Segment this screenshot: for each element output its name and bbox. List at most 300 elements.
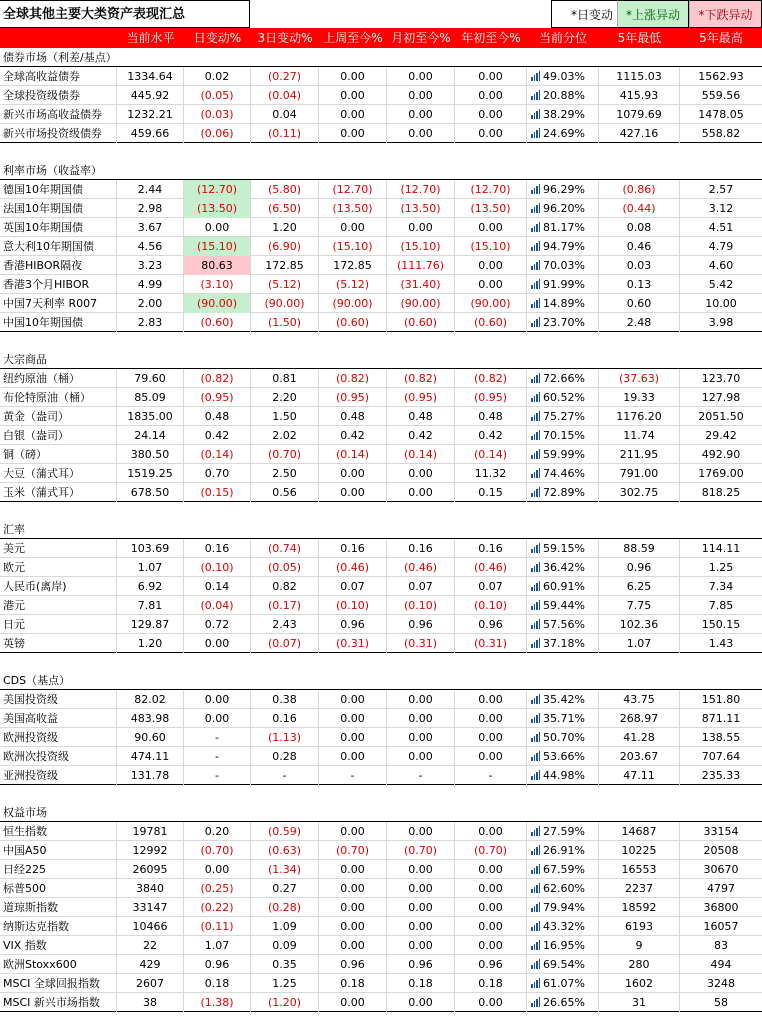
section-title: 汇率	[3, 523, 25, 536]
value-cell: 2607	[117, 974, 184, 993]
table-row	[0, 275, 762, 294]
value-cell: 6.92	[117, 577, 184, 596]
value-cell: (5.12)	[251, 275, 319, 294]
spacer-row	[0, 785, 762, 803]
value-cell: 0.00	[387, 936, 455, 955]
asset-name: 香港HIBOR隔夜	[0, 256, 117, 275]
percentile-value: 43.32%	[543, 920, 585, 933]
value-cell: 3.67	[117, 218, 184, 237]
table-row	[0, 86, 762, 105]
percentile-value: 24.69%	[543, 127, 585, 140]
value-cell: (0.70)	[455, 841, 527, 860]
bar-chart-icon	[531, 468, 540, 478]
bar-chart-icon	[531, 732, 540, 742]
value-cell: (37.63)	[599, 369, 680, 388]
percentile-value: 20.88%	[543, 89, 585, 102]
value-cell: 2.57	[708, 183, 734, 196]
value-cell: 0.00	[455, 218, 527, 237]
value-cell: (0.07)	[251, 634, 319, 653]
table-row	[0, 445, 762, 464]
value-cell: 1.07	[599, 634, 680, 653]
value-cell: 0.08	[599, 218, 680, 237]
value-cell: 0.82	[251, 577, 319, 596]
value-cell: 0.00	[387, 898, 455, 917]
value-cell: 0.35	[251, 955, 319, 974]
value-cell: 10466	[117, 917, 184, 936]
value-cell: (3.10)	[184, 275, 251, 294]
bar-chart-icon	[531, 449, 540, 459]
value-cell: 494	[710, 958, 732, 971]
bar-chart-icon	[531, 241, 540, 251]
value-cell: (0.95)	[184, 388, 251, 407]
bar-chart-icon	[531, 373, 540, 383]
value-cell: (0.05)	[251, 558, 319, 577]
value-cell: 11.32	[455, 464, 527, 483]
percentile-value: 27.59%	[543, 825, 585, 838]
value-cell: 47.11	[599, 766, 680, 785]
header-5y-high: 5年最高	[699, 31, 743, 45]
value-cell: 24.14	[117, 426, 184, 445]
value-cell	[527, 709, 599, 728]
value-cell: 1115.03	[599, 67, 680, 86]
value-cell: (0.86)	[599, 180, 680, 199]
table-row	[0, 596, 762, 615]
percentile-value: 35.71%	[543, 712, 585, 725]
value-cell: 1.20	[117, 634, 184, 653]
table-row	[0, 539, 762, 558]
header-3day: 3日变动%	[257, 31, 313, 45]
value-cell: 0.00	[455, 86, 527, 105]
asset-name: 日元	[0, 615, 117, 634]
value-cell: 0.00	[455, 256, 527, 275]
value-cell: 0.96	[319, 615, 387, 634]
value-cell: 1.09	[251, 917, 319, 936]
value-cell	[527, 577, 599, 596]
value-cell: 4.56	[117, 237, 184, 256]
value-cell: 0.27	[251, 879, 319, 898]
spacer-row	[0, 653, 762, 671]
value-cell: (0.60)	[319, 313, 387, 332]
value-cell: (1.50)	[251, 313, 319, 332]
bar-chart-icon	[531, 883, 540, 893]
value-cell: 0.04	[251, 105, 319, 124]
value-cell: 2.48	[599, 313, 680, 332]
value-cell	[527, 898, 599, 917]
value-cell	[527, 690, 599, 709]
asset-name: 中国7天利率 R007	[0, 294, 117, 313]
section-header	[0, 803, 762, 822]
value-cell: 0.00	[319, 936, 387, 955]
value-cell: 1519.25	[117, 464, 184, 483]
table-row	[0, 369, 762, 388]
value-cell: (5.80)	[251, 180, 319, 199]
value-cell: 58	[714, 996, 728, 1009]
asset-name: 亚洲投资级	[0, 766, 117, 785]
value-cell: 0.96	[387, 615, 455, 634]
value-cell: 16057	[703, 920, 739, 933]
value-cell: (111.76)	[387, 256, 455, 275]
table-body	[0, 48, 762, 1012]
value-cell: 1769.00	[698, 467, 744, 480]
bar-chart-icon	[531, 997, 540, 1007]
asset-name: 人民币(离岸)	[0, 577, 117, 596]
table-row	[0, 426, 762, 445]
value-cell: 0.00	[387, 105, 455, 124]
value-cell: (31.40)	[387, 275, 455, 294]
table-row	[0, 747, 762, 766]
value-cell: 4.60	[708, 259, 734, 272]
value-cell: 85.09	[117, 388, 184, 407]
bar-chart-icon	[531, 71, 540, 81]
value-cell: (0.60)	[184, 313, 251, 332]
value-cell: 492.90	[701, 448, 741, 461]
value-cell: 6193	[599, 917, 680, 936]
value-cell: (0.60)	[455, 313, 527, 332]
value-cell: 1334.64	[117, 67, 184, 86]
table-row	[0, 464, 762, 483]
value-cell: 1.50	[251, 407, 319, 426]
value-cell: (0.10)	[455, 596, 527, 615]
value-cell: 211.95	[599, 445, 680, 464]
value-cell: 3840	[117, 879, 184, 898]
percentile-value: 60.91%	[543, 580, 585, 593]
value-cell: 0.00	[184, 690, 251, 709]
value-cell: 0.96	[599, 558, 680, 577]
value-cell: (0.22)	[184, 898, 251, 917]
value-cell	[527, 841, 599, 860]
table-row	[0, 124, 762, 143]
table-row	[0, 180, 762, 199]
asset-name: 美元	[0, 539, 117, 558]
asset-name: 欧洲Stoxx600	[0, 955, 117, 974]
value-cell: 871.11	[701, 712, 741, 725]
value-cell: 0.70	[184, 464, 251, 483]
value-cell	[527, 180, 599, 199]
value-cell	[527, 388, 599, 407]
value-cell: 0.00	[319, 728, 387, 747]
table-row	[0, 860, 762, 879]
header-month: 月初至今%	[391, 31, 451, 45]
value-cell: (12.70)	[387, 180, 455, 199]
spacer-row	[0, 332, 762, 350]
value-cell: 0.00	[319, 747, 387, 766]
value-cell: (0.59)	[251, 822, 319, 841]
value-cell	[527, 313, 599, 332]
table-row	[0, 936, 762, 955]
asset-name: 中国A50	[0, 841, 117, 860]
value-cell: 0.60	[599, 294, 680, 313]
section-header	[0, 520, 762, 539]
value-cell: (12.70)	[184, 180, 251, 199]
value-cell: 0.56	[251, 483, 319, 502]
sheet-title: 全球其他主要大类资产表现汇总	[0, 0, 250, 28]
value-cell: (6.50)	[251, 199, 319, 218]
value-cell: (0.70)	[251, 445, 319, 464]
value-cell: (1.20)	[251, 993, 319, 1012]
value-cell: 1.25	[251, 974, 319, 993]
value-cell: 678.50	[117, 483, 184, 502]
value-cell: 0.00	[455, 993, 527, 1012]
percentile-value: 81.17%	[543, 221, 585, 234]
value-cell: (1.34)	[251, 860, 319, 879]
value-cell: (0.46)	[319, 558, 387, 577]
value-cell: 20508	[703, 844, 739, 857]
asset-name: MSCI 全球回报指数	[0, 974, 117, 993]
value-cell: (90.00)	[387, 294, 455, 313]
value-cell: (0.05)	[184, 86, 251, 105]
value-cell: 474.11	[117, 747, 184, 766]
table-row	[0, 766, 762, 785]
value-cell: (0.70)	[319, 841, 387, 860]
percentile-value: 67.59%	[543, 863, 585, 876]
value-cell: 2.50	[251, 464, 319, 483]
value-cell: 0.00	[319, 86, 387, 105]
value-cell: 150.15	[701, 618, 741, 631]
bar-chart-icon	[531, 411, 540, 421]
value-cell	[527, 86, 599, 105]
asset-name: 美国投资级	[0, 690, 117, 709]
legend-daily: *日变动	[551, 0, 617, 28]
value-cell: (15.10)	[184, 237, 251, 256]
value-cell: (15.10)	[319, 237, 387, 256]
value-cell: 1.07	[184, 936, 251, 955]
asset-name: MSCI 新兴市场指数	[0, 993, 117, 1012]
asset-name: VIX 指数	[0, 936, 117, 955]
value-cell: 0.14	[184, 577, 251, 596]
value-cell	[527, 445, 599, 464]
value-cell: (0.15)	[184, 483, 251, 502]
value-cell: (15.10)	[455, 237, 527, 256]
value-cell: 172.85	[319, 256, 387, 275]
value-cell: 5.42	[708, 278, 734, 291]
value-cell: 31	[599, 993, 680, 1012]
section-title: 权益市场	[3, 806, 47, 819]
table-row	[0, 841, 762, 860]
value-cell: 172.85	[251, 256, 319, 275]
value-cell: (0.14)	[319, 445, 387, 464]
value-cell: 235.33	[701, 769, 741, 782]
bar-chart-icon	[531, 845, 540, 855]
value-cell: (12.70)	[319, 180, 387, 199]
table-row	[0, 388, 762, 407]
value-cell: 7.75	[599, 596, 680, 615]
value-cell: 9	[599, 936, 680, 955]
section-title: 利率市场（收益率）	[3, 164, 102, 177]
value-cell: 0.48	[319, 407, 387, 426]
table-row	[0, 294, 762, 313]
value-cell: 0.00	[319, 917, 387, 936]
table-row	[0, 199, 762, 218]
value-cell: 0.00	[319, 464, 387, 483]
value-cell: 0.18	[184, 974, 251, 993]
section-title: CDS（基点）	[3, 674, 71, 687]
bar-chart-icon	[531, 430, 540, 440]
value-cell: 0.00	[387, 464, 455, 483]
value-cell: (0.60)	[387, 313, 455, 332]
value-cell: (0.82)	[455, 369, 527, 388]
value-cell: (1.13)	[251, 728, 319, 747]
value-cell: 791.00	[599, 464, 680, 483]
value-cell: 26095	[117, 860, 184, 879]
value-cell: 33154	[703, 825, 739, 838]
value-cell: (13.50)	[387, 199, 455, 218]
asset-name: 欧洲次投资级	[0, 747, 117, 766]
value-cell: 429	[117, 955, 184, 974]
bar-chart-icon	[531, 90, 540, 100]
value-cell: 0.00	[387, 917, 455, 936]
value-cell	[527, 993, 599, 1012]
value-cell: 0.13	[599, 275, 680, 294]
value-cell: 0.00	[319, 709, 387, 728]
asset-name: 标普500	[0, 879, 117, 898]
value-cell: 18592	[599, 898, 680, 917]
value-cell: (0.03)	[184, 105, 251, 124]
value-cell: 3.23	[117, 256, 184, 275]
value-cell	[527, 237, 599, 256]
header-percentile: 当前分位	[538, 31, 587, 45]
value-cell: 0.00	[319, 860, 387, 879]
value-cell: 2.83	[117, 313, 184, 332]
value-cell	[527, 124, 599, 143]
table-row	[0, 993, 762, 1012]
value-cell: (0.44)	[599, 199, 680, 218]
value-cell: 0.48	[387, 407, 455, 426]
value-cell: 0.00	[387, 728, 455, 747]
value-cell: 818.25	[701, 486, 741, 499]
value-cell: (15.10)	[387, 237, 455, 256]
header-year: 年初至今%	[461, 31, 521, 45]
table-row	[0, 822, 762, 841]
value-cell: (0.31)	[455, 634, 527, 653]
value-cell	[527, 539, 599, 558]
value-cell: 1.43	[708, 637, 734, 650]
spacer-row	[0, 502, 762, 520]
value-cell: 127.98	[701, 391, 741, 404]
value-cell: 0.00	[387, 879, 455, 898]
value-cell: 2.02	[251, 426, 319, 445]
value-cell	[527, 464, 599, 483]
value-cell: 30670	[703, 863, 739, 876]
percentile-value: 53.66%	[543, 750, 585, 763]
header-current: 当前水平	[126, 31, 175, 45]
percentile-value: 60.52%	[543, 391, 585, 404]
value-cell: (13.50)	[184, 199, 251, 218]
percentile-value: 62.60%	[543, 882, 585, 895]
value-cell: 82.02	[117, 690, 184, 709]
value-cell: (0.95)	[455, 388, 527, 407]
value-cell: (0.10)	[184, 558, 251, 577]
value-cell: (0.63)	[251, 841, 319, 860]
value-cell: 151.80	[701, 693, 741, 706]
value-cell: 6.25	[599, 577, 680, 596]
value-cell: 0.00	[319, 483, 387, 502]
value-cell: 0.00	[184, 709, 251, 728]
value-cell: 16553	[599, 860, 680, 879]
value-cell: 4797	[707, 882, 735, 895]
value-cell: (0.14)	[387, 445, 455, 464]
value-cell: 1.20	[251, 218, 319, 237]
header-daily: 日变动%	[193, 31, 242, 45]
value-cell: (90.00)	[184, 294, 251, 313]
bar-chart-icon	[531, 638, 540, 648]
bar-chart-icon	[531, 826, 540, 836]
value-cell: 0.00	[319, 67, 387, 86]
value-cell: 0.00	[387, 993, 455, 1012]
value-cell	[527, 558, 599, 577]
value-cell: (0.70)	[184, 841, 251, 860]
value-cell: 10225	[599, 841, 680, 860]
bar-chart-icon	[531, 940, 540, 950]
value-cell: 3.12	[708, 202, 734, 215]
value-cell: 19781	[117, 822, 184, 841]
value-cell: 0.00	[455, 275, 527, 294]
value-cell: 41.28	[599, 728, 680, 747]
asset-name: 欧元	[0, 558, 117, 577]
bar-chart-icon	[531, 902, 540, 912]
asset-name: 白银（盎司）	[0, 426, 117, 445]
asset-name: 意大利10年期国债	[0, 237, 117, 256]
value-cell	[527, 917, 599, 936]
value-cell: 19.33	[599, 388, 680, 407]
table-row	[0, 955, 762, 974]
value-cell: (0.31)	[319, 634, 387, 653]
value-cell: 0.00	[319, 218, 387, 237]
value-cell: 0.00	[455, 822, 527, 841]
value-cell: 0.16	[251, 709, 319, 728]
value-cell: 29.42	[705, 429, 737, 442]
value-cell	[527, 105, 599, 124]
value-cell: 0.00	[455, 747, 527, 766]
value-cell: 0.96	[319, 955, 387, 974]
table-row	[0, 690, 762, 709]
bar-chart-icon	[531, 978, 540, 988]
value-cell: 0.00	[387, 86, 455, 105]
asset-name: 黄金（盎司）	[0, 407, 117, 426]
value-cell: 2.98	[117, 199, 184, 218]
bar-chart-icon	[531, 109, 540, 119]
header-week: 上周至今%	[323, 31, 383, 45]
asset-name: 道琼斯指数	[0, 898, 117, 917]
value-cell: 0.07	[319, 577, 387, 596]
value-cell: 0.42	[184, 426, 251, 445]
value-cell: 558.82	[701, 127, 741, 140]
value-cell: 1.25	[708, 561, 734, 574]
table-row	[0, 407, 762, 426]
value-cell: (0.82)	[387, 369, 455, 388]
value-cell: 0.00	[455, 728, 527, 747]
bar-chart-icon	[531, 959, 540, 969]
percentile-value: 59.15%	[543, 542, 585, 555]
value-cell: 123.70	[701, 372, 741, 385]
table-row	[0, 974, 762, 993]
percentile-value: 23.70%	[543, 316, 585, 329]
table-row	[0, 105, 762, 124]
value-cell: 268.97	[599, 709, 680, 728]
header-5y-low: 5年最低	[617, 31, 662, 45]
value-cell: 1079.69	[599, 105, 680, 124]
value-cell: (0.14)	[455, 445, 527, 464]
value-cell: (13.50)	[319, 199, 387, 218]
section-title: 债券市场（利差/基点）	[3, 51, 117, 64]
asset-name: 港元	[0, 596, 117, 615]
value-cell: 445.92	[117, 86, 184, 105]
percentile-value: 91.99%	[543, 278, 585, 291]
value-cell: (0.10)	[387, 596, 455, 615]
section-header	[0, 350, 762, 369]
value-cell: 0.07	[387, 577, 455, 596]
asset-name: 全球投资级债券	[0, 86, 117, 105]
value-cell	[527, 369, 599, 388]
